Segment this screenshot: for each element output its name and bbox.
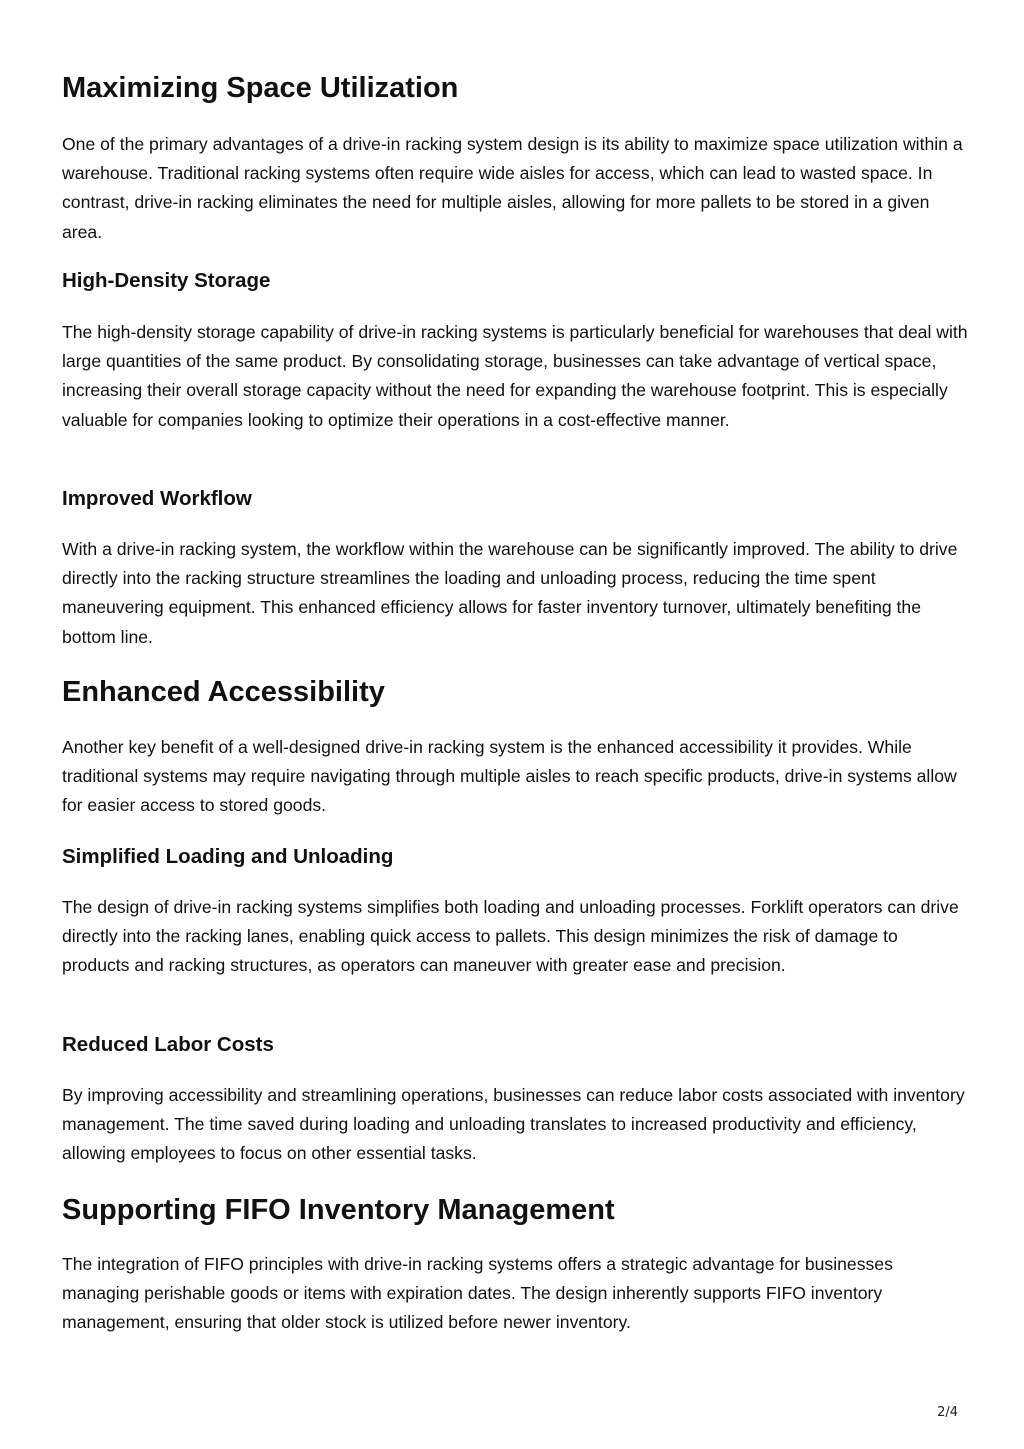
section-paragraph-fifo: The integration of FIFO principles with drive-in racking systems offers a strategic advantage for businesses managing perishable goods or items with expiration dates. The design inherently supports FIFO inventory management, ensuring that older stock is utilized before newer inventory. [62,1254,893,1333]
subsection-heading-high-density-storage: High-Density Storage [62,269,271,292]
section-paragraph-space-utilization: One of the primary advantages of a drive-in racking system design is its ability to maximize space utilization within a warehouse. Traditional racking systems often require wide aisles for access, which can lead to wasted space. In contrast, drive-in racking eliminates the need for multiple aisles, allowing for more pallets to be stored in a given area. [62,134,963,242]
subsection-paragraph-reduced-labor-costs: By improving accessibility and streamlining operations, businesses can reduce labor costs associated with inventory management. The time saved during loading and unloading translates to increased productivity and efficiency, allowing employees to focus on other essential tasks. [62,1085,965,1164]
subsection-paragraph-simplified-loading: The design of drive-in racking systems simplifies both loading and unloading processes. Forklift operators can drive directly into the racking lanes, enabling quick access to pallets. This design minimizes the risk of damage to products and racking structures, as operators can maneuver with greater ease and precision. [62,897,959,976]
subsection-heading-improved-workflow: Improved Workflow [62,487,252,510]
section-heading-space-utilization: Maximizing Space Utilization [62,72,459,104]
subsection-heading-simplified-loading: Simplified Loading and Unloading [62,845,394,868]
page-number: 2/4 [937,1405,958,1420]
subsection-paragraph-improved-workflow: With a drive-in racking system, the workflow within the warehouse can be significantly improved. The ability to drive directly into the racking structure streamlines the loading and unloading process, reducing the time spent maneuvering equipment. This enhanced efficiency allows for faster inventory turnover, ultimately benefiting the bottom line. [62,539,958,647]
subsection-heading-reduced-labor-costs: Reduced Labor Costs [62,1033,274,1056]
section-heading-fifo: Supporting FIFO Inventory Management [62,1194,615,1226]
section-paragraph-enhanced-accessibility: Another key benefit of a well-designed drive-in racking system is the enhanced accessibility it provides. While traditional systems may require navigating through multiple aisles to reach specific products, drive-in systems allow for easier access to stored goods. [62,737,957,816]
section-heading-enhanced-accessibility: Enhanced Accessibility [62,676,385,708]
subsection-paragraph-high-density-storage: The high-density storage capability of drive-in racking systems is particularly beneficial for warehouses that deal with large quantities of the same product. By consolidating storage, businesses can take advantage of vertical space, increasing their overall storage capacity without the need for expanding the warehouse footprint. This is especially valuable for companies looking to optimize their operations in a cost-effective manner. [62,322,968,430]
